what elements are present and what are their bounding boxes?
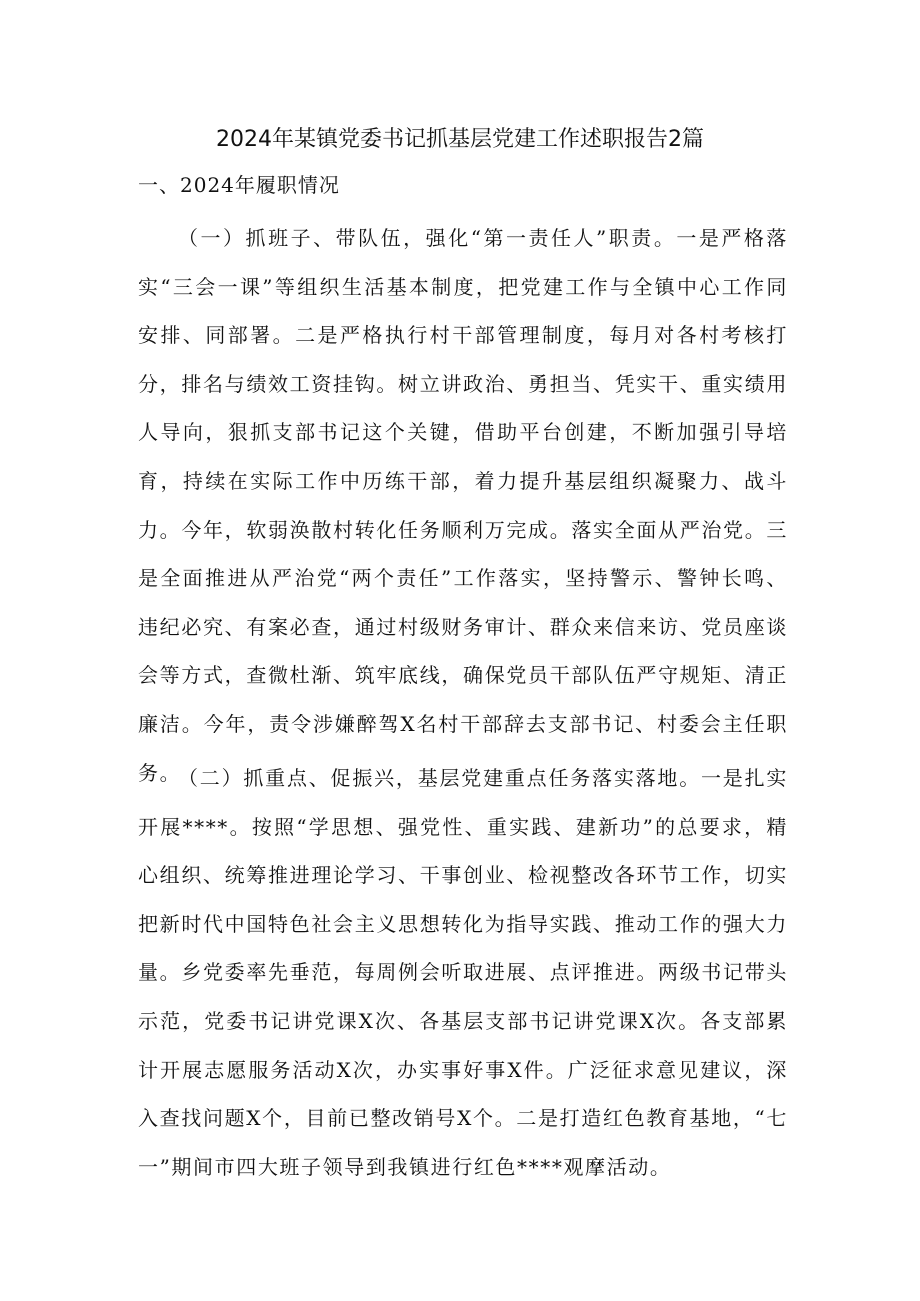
paragraph-2: （二）抓重点、促振兴，基层党建重点任务落实落地。一是扎实开展****。按照“学思想、强党性、重实践、建新功”的总要求，精心组织、统筹推进理论学习、干事创业、检视整改各环节工作，切实把新时代中国特色社会主义思想转化为指导实践、推动工作的强大力量。乡党委率先垂范，每周例会听取进展、点评推进。两级书记带头示范，党委书记讲党课X次、各基层支部书记讲党课X次。各支部累计开展志愿服务活动X次，办实事好事X件。广泛征求意见建议，深入查找问题X个，目前已整改销号X个。二是打造红色教育基地，“七一”期间市四大班子领导到我镇进行红色****观摩活动。: [138, 766, 788, 1179]
paragraph-1: （一）抓班子、带队伍，强化“第一责任人”职责。一是严格落实“三会一课”等组织生活基本制度，把党建工作与全镇中心工作同安排、同部署。二是严格执行村干部管理制度，每月对各村考核打分，排名与绩效工资挂钩。树立讲政治、勇担当、凭实干、重实绩用人导向，狠抓支部书记这个关键，借助平台创建，不断加强引导培育，持续在实际工作中历练干部，着力提升基层组织凝聚力、战斗力。今年，软弱涣散村转化任务顺利万完成。落实全面从严治党。三是全面推进从严治党“两个责任”工作落实，坚持警示、警钟长鸣、违纪必究、有案必查，通过村级财务审计、群众来信来访、党员座谈会等方式，查微杜渐、筑牢底线，确保党员干部队伍严守规矩、清正廉洁。今年，责令涉嫌醉驾X名村干部辞去支部书记、村委会主任职务。: [138, 226, 788, 785]
section-heading: 一、2024年履职情况: [138, 173, 340, 197]
document-title: 2024年某镇党委书记抓基层党建工作述职报告2篇: [216, 127, 704, 152]
